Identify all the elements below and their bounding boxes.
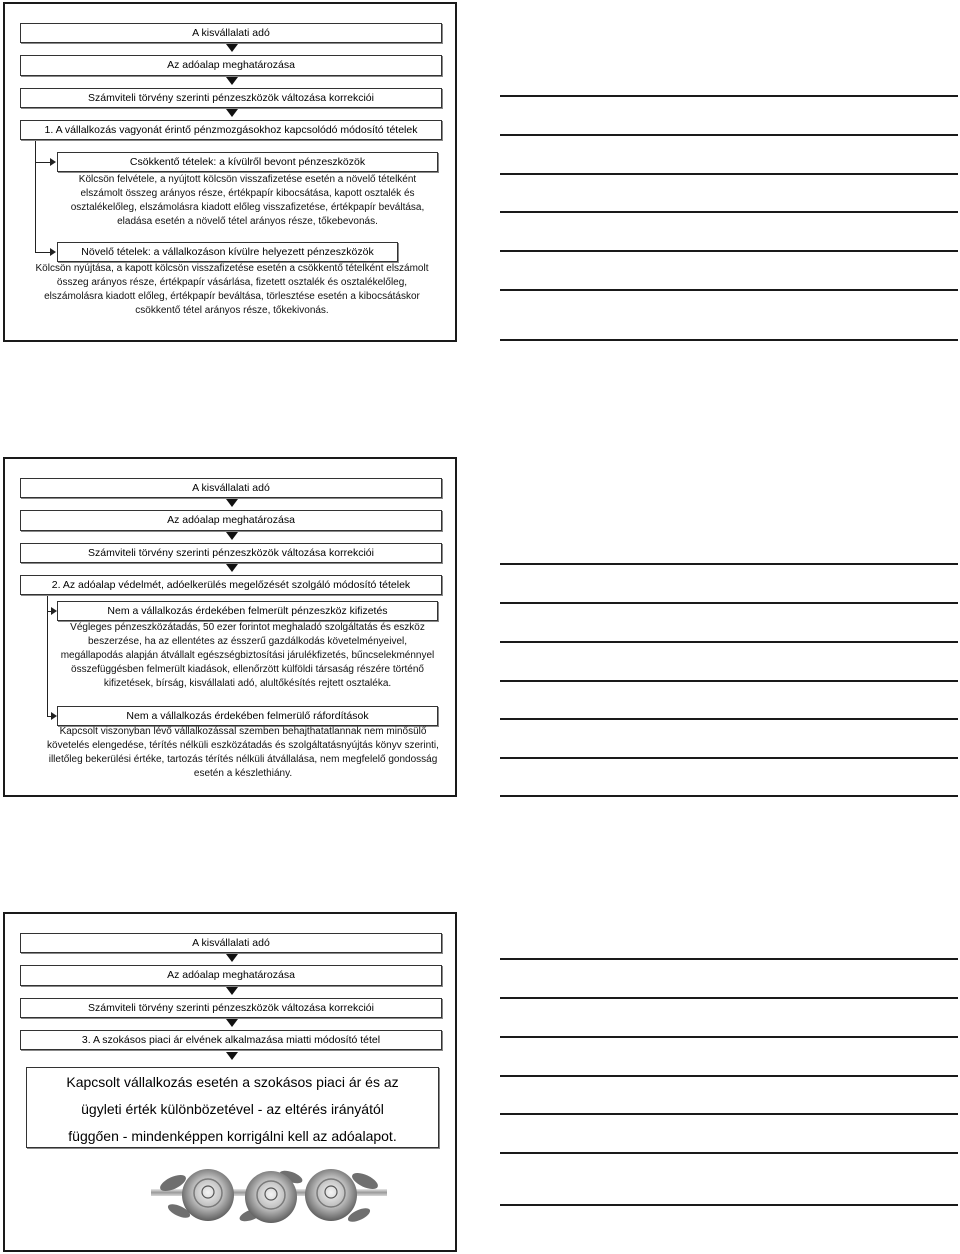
- note-line: [500, 718, 958, 720]
- note-line: [500, 211, 958, 213]
- non-business-payment-text: Végleges pénzeszközátadás, 50 ezer forintot meghaladó szolgáltatás és eszköz beszerzése, ha az ellentétes az ésszerű gazdálkodás követelményeivel, megállapodás alapján átvállalt egészségbiztosítási járulékfizetés, bűncselekménnyel összefüggésben felmerült kiadások, ellenőrzött külföldi társaság részére történő kifizetések, bírság, kisvállalati adó, alultőkésítés rejtett osztaléka.: [60, 622, 435, 689]
- down-arrow-icon: [226, 954, 238, 962]
- increase-items-text: Kölcsön nyújtása, a kapott kölcsön visszafizetése esetén a csökkentő tételként elszámolt összeg arányos része, értékpapír vásárlása, fizetett osztalék és osztalékelőleg, elszámolásra kiadott előleg, értékpapír beváltása, törlesztése esetén a kibocsátáskor csökkentő tétel arányos része, tőkekivonás.: [35, 263, 429, 316]
- decrease-items-box: Csökkentő tételek: a kívülről bevont pénzeszközök: [57, 152, 438, 172]
- down-arrow-icon: [226, 44, 238, 52]
- down-arrow-icon: [226, 499, 238, 507]
- note-line: [500, 757, 958, 759]
- note-line: [500, 95, 958, 97]
- down-arrow-icon: [226, 77, 238, 85]
- title-box: A kisvállalati adó: [20, 933, 442, 953]
- heading-box: 3. A szokásos piaci ár elvének alkalmazása miatti módosító tétel: [20, 1030, 442, 1050]
- increase-items-box: Növelő tételek: a vállalkozáson kívülre helyezett pénzeszközök: [57, 242, 398, 262]
- down-arrow-icon: [226, 1052, 238, 1060]
- note-line: [500, 1075, 958, 1077]
- right-arrow-icon: [50, 158, 56, 166]
- note-line: [500, 339, 958, 341]
- subtitle-box: Az adóalap meghatározása: [20, 965, 442, 986]
- right-arrow-icon: [50, 248, 56, 256]
- section-box: Számviteli törvény szerinti pénzeszközök változása korrekciói: [20, 88, 442, 108]
- note-line: [500, 680, 958, 682]
- down-arrow-icon: [226, 109, 238, 117]
- transfer-pricing-box: Kapcsolt vállalkozás esetén a szokásos piaci ár és az ügyleti érték különbözetével - az eltérés irányától függően - mindenképpen korrigálni kell az adóalapot.: [26, 1067, 439, 1148]
- non-business-expense-box: Nem a vállalkozás érdekében felmerülő ráfordítások: [57, 706, 438, 726]
- note-line: [500, 1036, 958, 1038]
- slide-2: [3, 457, 457, 797]
- slide-3: [3, 912, 457, 1252]
- note-line: [500, 250, 958, 252]
- non-business-expense-text: Kapcsolt viszonyban lévő vállalkozással szemben behajthatatlannak nem minősülő követelés elengedése, térítés nélküli eszközátadás és szolgáltatásnyújtás könyv szerinti, illetőleg bekerülési értéke, tartozás térítés nélküli átvállalása, nem megfelelő gondosság esetén a készlethiány.: [47, 726, 439, 779]
- down-arrow-icon: [226, 987, 238, 995]
- section-box: Számviteli törvény szerinti pénzeszközök változása korrekciói: [20, 998, 442, 1018]
- note-line: [500, 289, 958, 291]
- down-arrow-icon: [226, 564, 238, 572]
- subtitle-box: Az adóalap meghatározása: [20, 55, 442, 76]
- note-line: [500, 641, 958, 643]
- note-line: [500, 173, 958, 175]
- down-arrow-icon: [226, 1019, 238, 1027]
- note-line: [500, 134, 958, 136]
- note-line: [500, 997, 958, 999]
- connector-line: [35, 162, 51, 163]
- section-box: Számviteli törvény szerinti pénzeszközök változása korrekciói: [20, 543, 442, 563]
- non-business-payment-box: Nem a vállalkozás érdekében felmerült pénzeszköz kifizetés: [57, 601, 438, 621]
- note-line: [500, 958, 958, 960]
- connector-line: [35, 252, 51, 253]
- decrease-items-text: Kölcsön felvétele, a nyújtott kölcsön visszafizetése esetén a növelő tételként elszámolt összeg arányos része, értékpapír kibocsátása, kapott osztalék és osztalékelőleg, elszámolásra kiadott előleg visszafizetése, értékpapír beváltása, eladása esetén a növelő tétel arányos része, tőkebevonás.: [70, 174, 425, 227]
- connector-line: [47, 596, 48, 717]
- down-arrow-icon: [226, 532, 238, 540]
- title-box: A kisvállalati adó: [20, 478, 442, 498]
- note-line: [500, 1152, 958, 1154]
- slide-1: [3, 2, 457, 342]
- subtitle-box: Az adóalap meghatározása: [20, 510, 442, 531]
- note-line: [500, 1113, 958, 1115]
- connector-line: [35, 141, 36, 253]
- note-line: [500, 563, 958, 565]
- heading-box: 1. A vállalkozás vagyonát érintő pénzmozgásokhoz kapcsolódó módosító tételek: [20, 120, 442, 140]
- rose-garland-image: [151, 1155, 387, 1239]
- note-line: [500, 602, 958, 604]
- note-line: [500, 1204, 958, 1206]
- title-box: A kisvállalati adó: [20, 23, 442, 43]
- note-line: [500, 795, 958, 797]
- heading-box: 2. Az adóalap védelmét, adóelkerülés megelőzését szolgáló módosító tételek: [20, 575, 442, 595]
